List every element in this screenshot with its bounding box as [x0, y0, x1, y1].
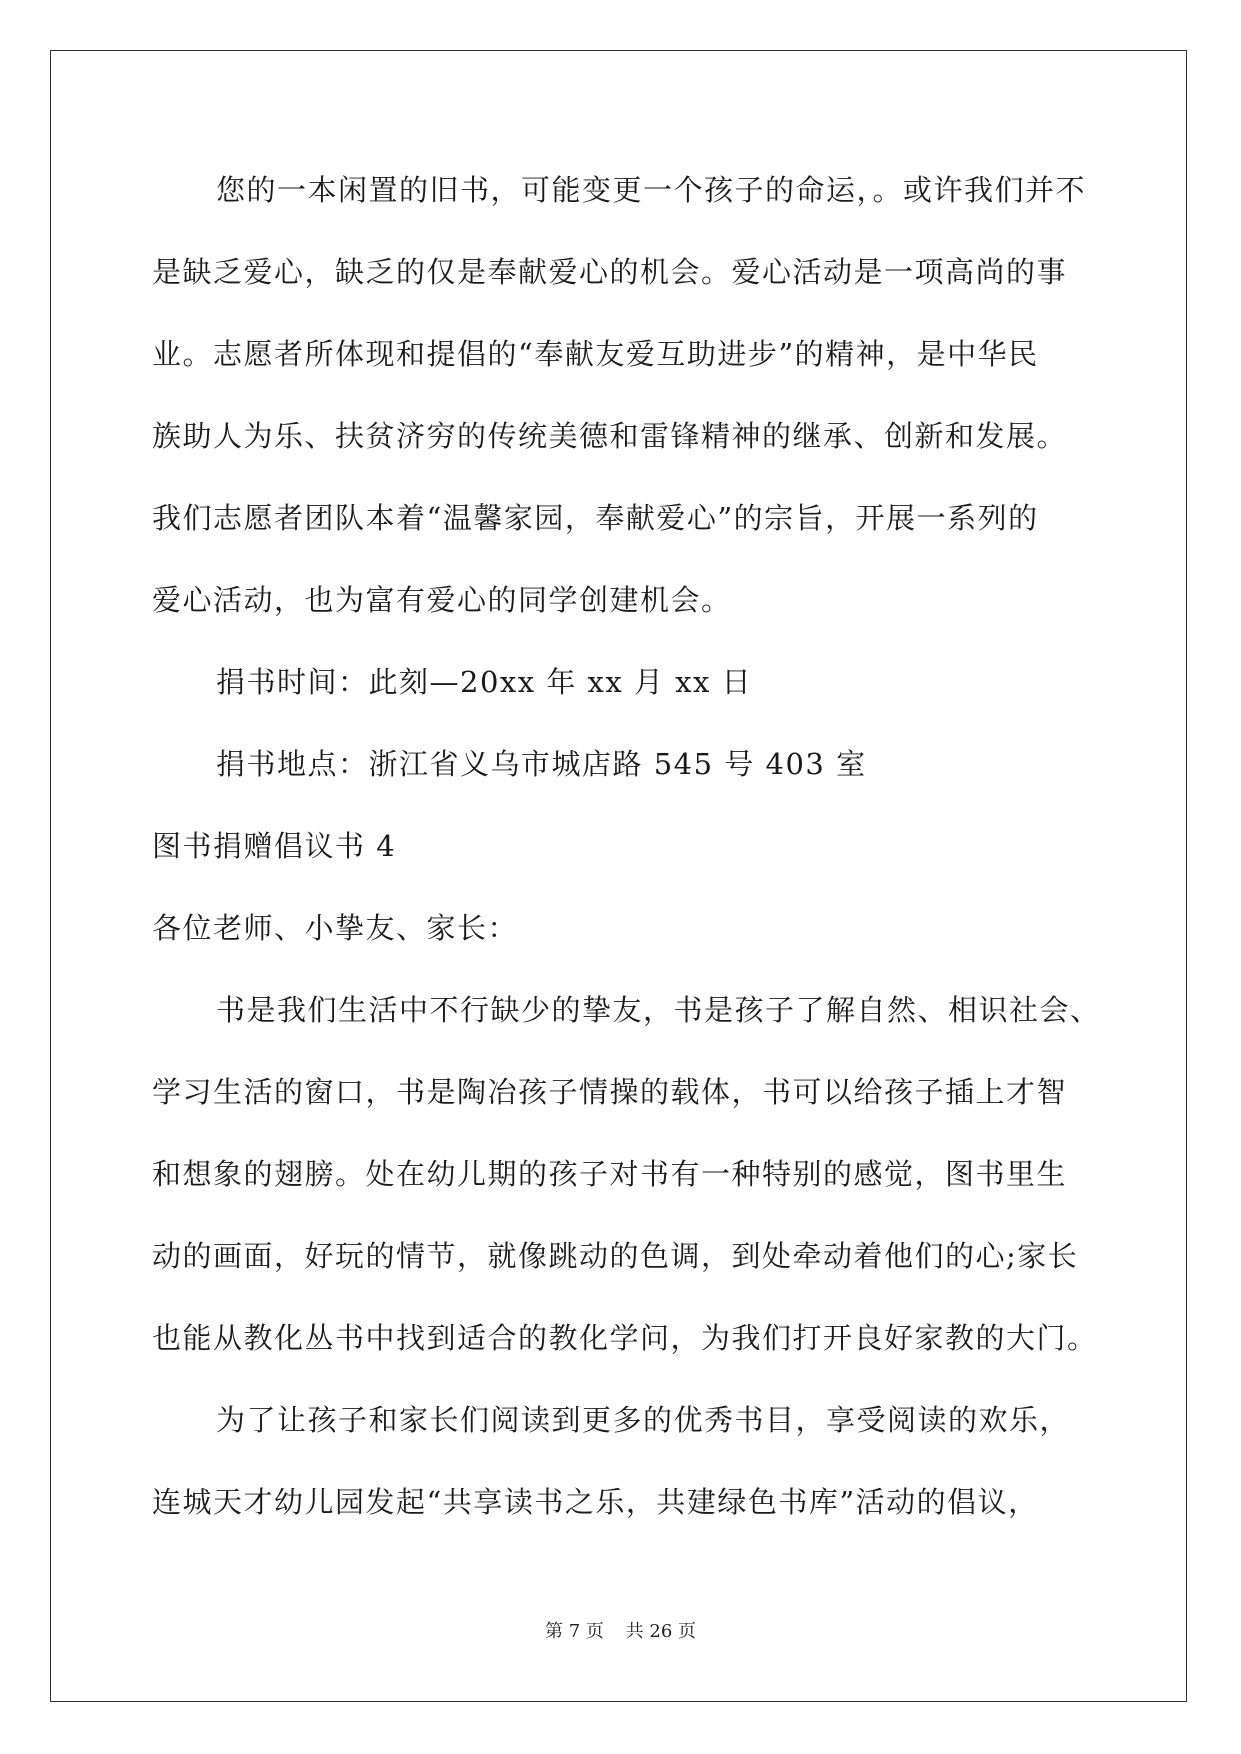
- page-footer: [0, 1617, 1241, 1643]
- paragraph-line: 和想象的翅膀。处在幼儿期的孩子对书有一种特别的感觉，图书里生: [152, 1157, 1068, 1191]
- paragraph-line: 您的一本闲置的旧书，可能变更一个孩子的命运，。或许我们并不: [216, 173, 1087, 207]
- paragraph-line: 业。志愿者所体现和提倡的“奉献友爱互助进步”的精神，是中华民: [152, 337, 1039, 371]
- paragraph-line: 书是我们生活中不行缺少的挚友，书是孩子了解自然、相识社会、: [216, 993, 1101, 1027]
- donation-location-line: 捐书地点：浙江省义乌市城店路 545 号 403 室: [216, 747, 867, 781]
- paragraph-line: 连城天才幼儿园发起“共享读书之乐，共建绿色书库”活动的倡议，: [152, 1485, 1039, 1519]
- paragraph-line: 是缺乏爱心，缺乏的仅是奉献爱心的机会。爱心活动是一项高尚的事: [152, 255, 1068, 289]
- paragraph-line: 我们志愿者团队本着“温馨家园，奉献爱心”的宗旨，开展一系列的: [152, 501, 1039, 535]
- salutation-line: 各位老师、小挚友、家长：: [152, 911, 519, 945]
- paragraph-line: 族助人为乐、扶贫济穷的传统美德和雷锋精神的继承、创新和发展。: [152, 419, 1068, 453]
- page-number: 第 7 页: [545, 1621, 604, 1642]
- page-total: 共 26 页: [625, 1621, 696, 1642]
- donation-time-line: 捐书时间：此刻—20xx 年 xx 月 xx 日: [216, 665, 753, 699]
- section-heading: 图书捐赠倡议书 4: [152, 829, 397, 863]
- document-body: [152, 160, 1101, 1554]
- paragraph-line: 动的画面，好玩的情节，就像跳动的色调，到处牵动着他们的心;家长: [152, 1239, 1079, 1273]
- paragraph-line: 为了让孩子和家长们阅读到更多的优秀书目，享受阅读的欢乐，: [216, 1403, 1071, 1437]
- paragraph-line: 也能从教化丛书中找到适合的教化学问，为我们打开良好家教的大门。: [152, 1321, 1098, 1355]
- paragraph-line: 学习生活的窗口，书是陶冶孩子情操的载体，书可以给孩子插上才智: [152, 1075, 1068, 1109]
- paragraph-line: 爱心活动，也为富有爱心的同学创建机会。: [152, 583, 732, 617]
